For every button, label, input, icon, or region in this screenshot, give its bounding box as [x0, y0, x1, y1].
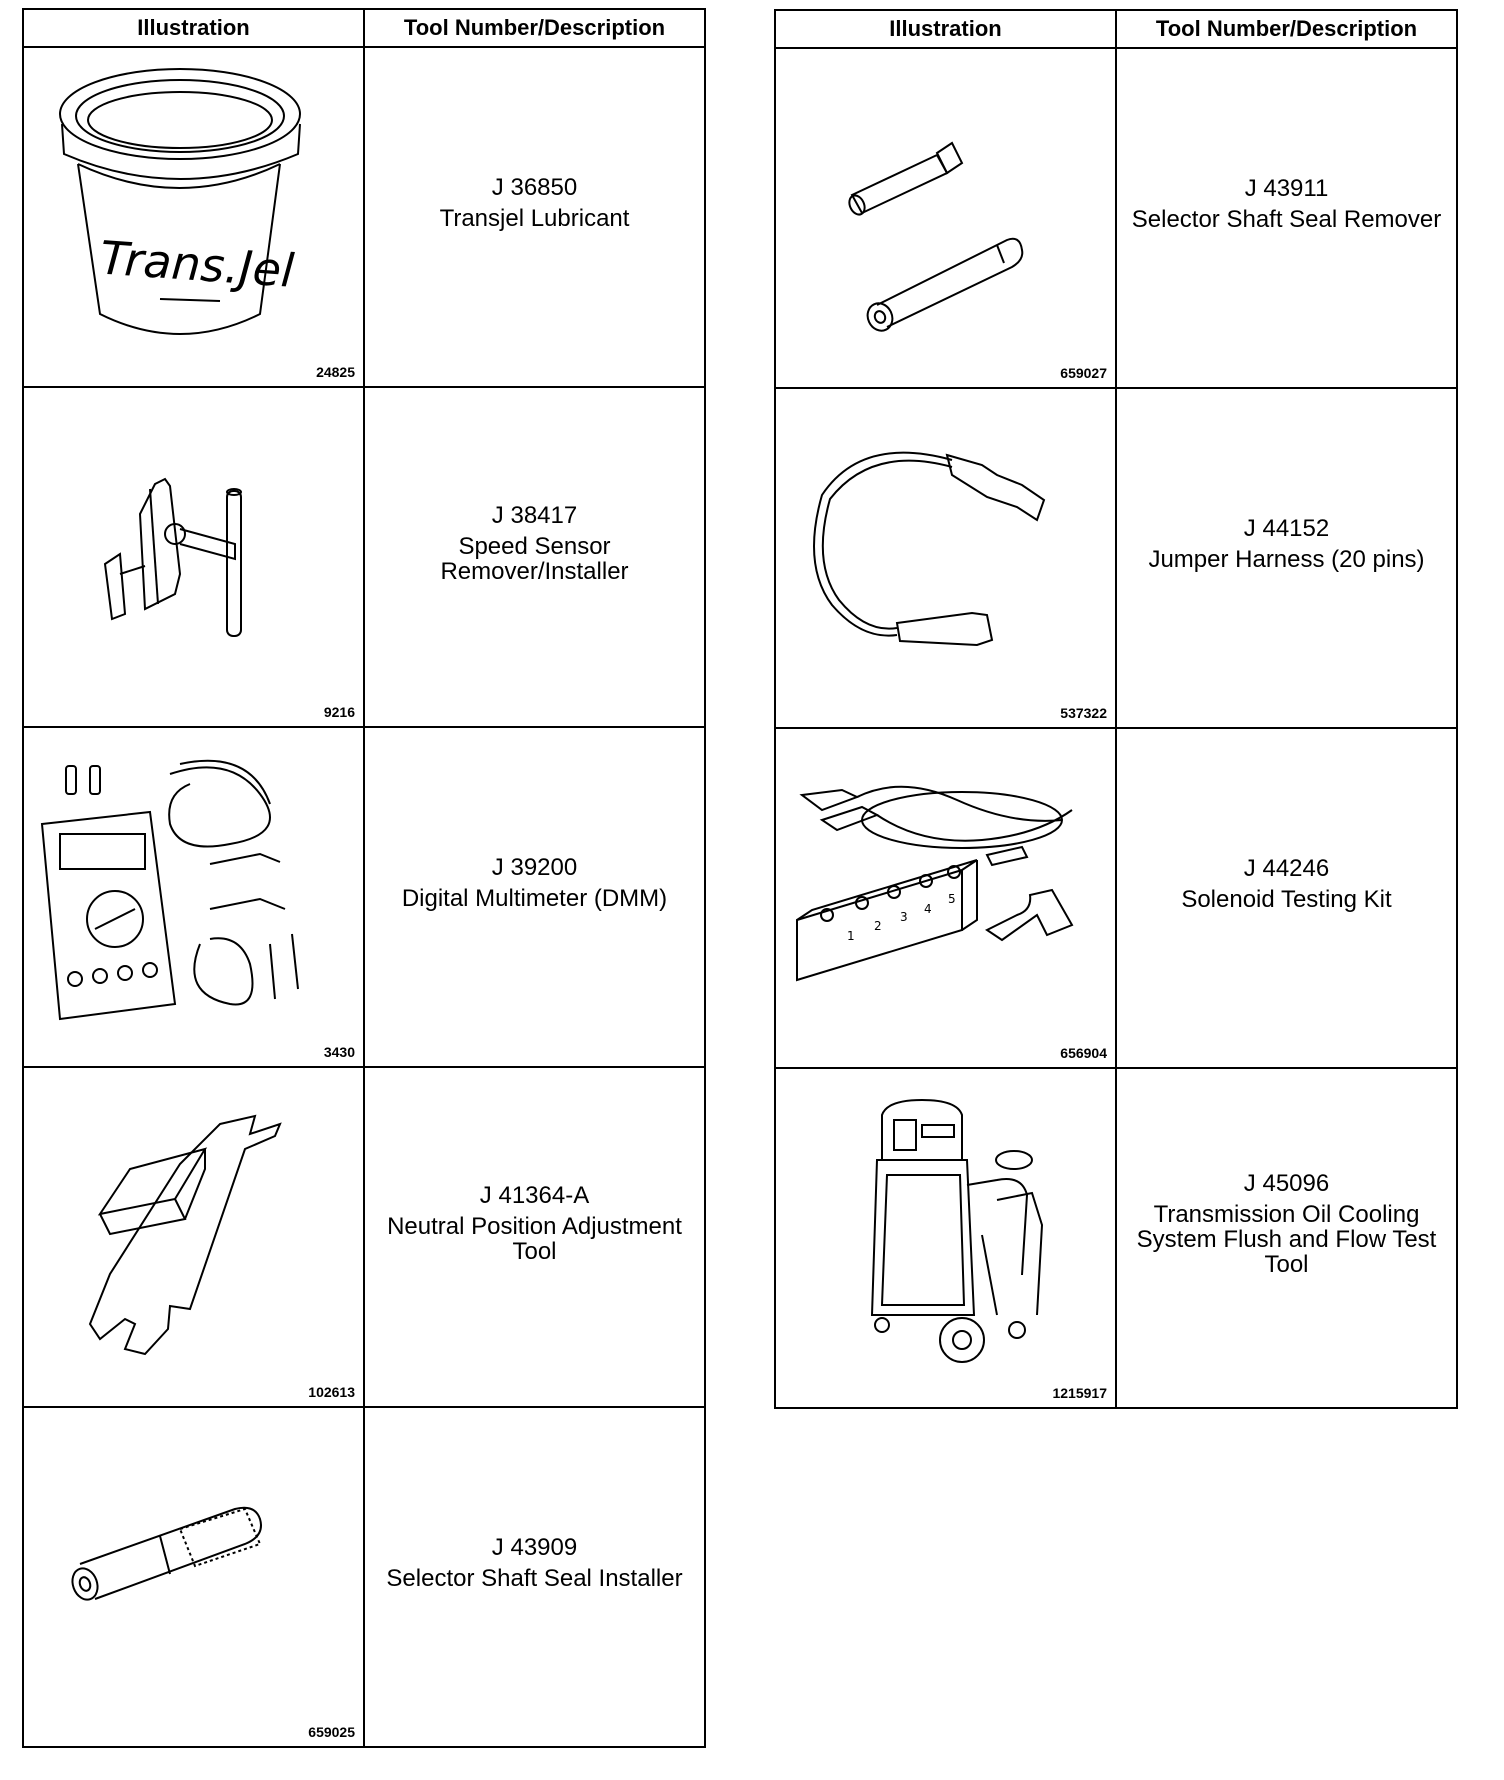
figure-number: 3430: [323, 1044, 355, 1060]
tool-number: J 41364-A: [479, 1181, 590, 1209]
figure-number: 9216: [323, 704, 355, 720]
illustration-cell: [775, 48, 1116, 388]
description-cell: [364, 1067, 705, 1407]
tool-row: [775, 728, 1457, 1068]
tool-number: J 38417: [491, 501, 578, 529]
figure-number: 1215917: [1052, 1385, 1107, 1401]
tools-table-right: [774, 9, 1458, 1409]
illustration-header: Illustration: [23, 9, 364, 47]
tool-name: Speed Sensor Remover/Installer: [440, 532, 629, 585]
figure-number: 537322: [1060, 705, 1107, 721]
figure-number: 659025: [308, 1724, 355, 1740]
tool-name: Transjel Lubricant: [439, 205, 630, 232]
description-cell: [1116, 1068, 1457, 1408]
illustration-cell: [23, 1067, 364, 1407]
figure-number: 102613: [308, 1384, 355, 1400]
description-cell: [1116, 388, 1457, 728]
tool-row: [23, 727, 705, 1067]
illustration-cell: [775, 1068, 1116, 1408]
tool-name: Selector Shaft Seal Installer: [386, 1565, 683, 1592]
tub-label: Trans.Jel: [98, 230, 296, 298]
tool-number: J 39200: [491, 854, 578, 881]
tool-number: J 36850: [491, 174, 578, 201]
illustration-cell: [775, 728, 1116, 1068]
description-header: Tool Number/Description: [1116, 10, 1457, 48]
description-cell: [364, 47, 705, 387]
tool-name: Neutral Position Adjustment Tool: [387, 1212, 682, 1265]
block-number: 1: [847, 929, 855, 943]
header-row: [23, 9, 705, 47]
jumper-harness-icon: [782, 395, 1108, 705]
tool-row: [23, 387, 705, 727]
tool-number: J 44246: [1243, 855, 1330, 882]
figure-number: 659027: [1060, 365, 1107, 381]
speed-sensor-tool-icon: [30, 394, 356, 704]
block-number: 2: [874, 919, 882, 933]
tool-number: J 45096: [1243, 1170, 1330, 1197]
block-number: 5: [948, 892, 956, 906]
multimeter-icon: [30, 734, 356, 1044]
illustration-cell: [775, 388, 1116, 728]
description-cell: [364, 1407, 705, 1747]
description-cell: [1116, 48, 1457, 388]
illustration-cell: [23, 387, 364, 727]
illustration-cell: [23, 47, 364, 387]
tool-row: [23, 1067, 705, 1407]
illustration-cell: [23, 727, 364, 1067]
tool-row: [23, 1407, 705, 1747]
tool-row: [775, 1068, 1457, 1408]
tool-number: J 43911: [1244, 175, 1329, 202]
block-number: 4: [924, 902, 932, 916]
header-row: [775, 10, 1457, 48]
solenoid-kit-icon: [782, 735, 1108, 1045]
description-header: Tool Number/Description: [364, 9, 705, 47]
description-cell: [1116, 728, 1457, 1068]
neutral-position-tool-icon: [30, 1074, 356, 1384]
lubricant-tub-icon: [30, 54, 356, 364]
tool-name: Solenoid Testing Kit: [1181, 886, 1392, 913]
block-number: 3: [900, 910, 908, 924]
illustration-cell: [23, 1407, 364, 1747]
flush-flow-machine-icon: [782, 1075, 1108, 1385]
tool-name: Jumper Harness (20 pins): [1148, 546, 1425, 573]
description-cell: [364, 727, 705, 1067]
tool-row: [775, 48, 1457, 388]
illustration-header: Illustration: [775, 10, 1116, 48]
tools-table-left: [22, 8, 706, 1748]
tool-number: J 44152: [1243, 515, 1330, 542]
description-cell: [364, 387, 705, 727]
figure-number: 24825: [316, 364, 355, 380]
tool-row: [23, 47, 705, 387]
figure-number: 656904: [1060, 1045, 1107, 1061]
tool-name: Selector Shaft Seal Remover: [1131, 206, 1442, 233]
tool-name: Transmission Oil Cooling System Flush and Flow Test Tool: [1136, 1201, 1437, 1278]
tool-name: Digital Multimeter (DMM): [401, 885, 668, 912]
seal-installer-icon: [30, 1414, 356, 1724]
tool-row: [775, 388, 1457, 728]
tool-number: J 43909: [491, 1534, 578, 1561]
seal-remover-icon: [782, 55, 1108, 365]
